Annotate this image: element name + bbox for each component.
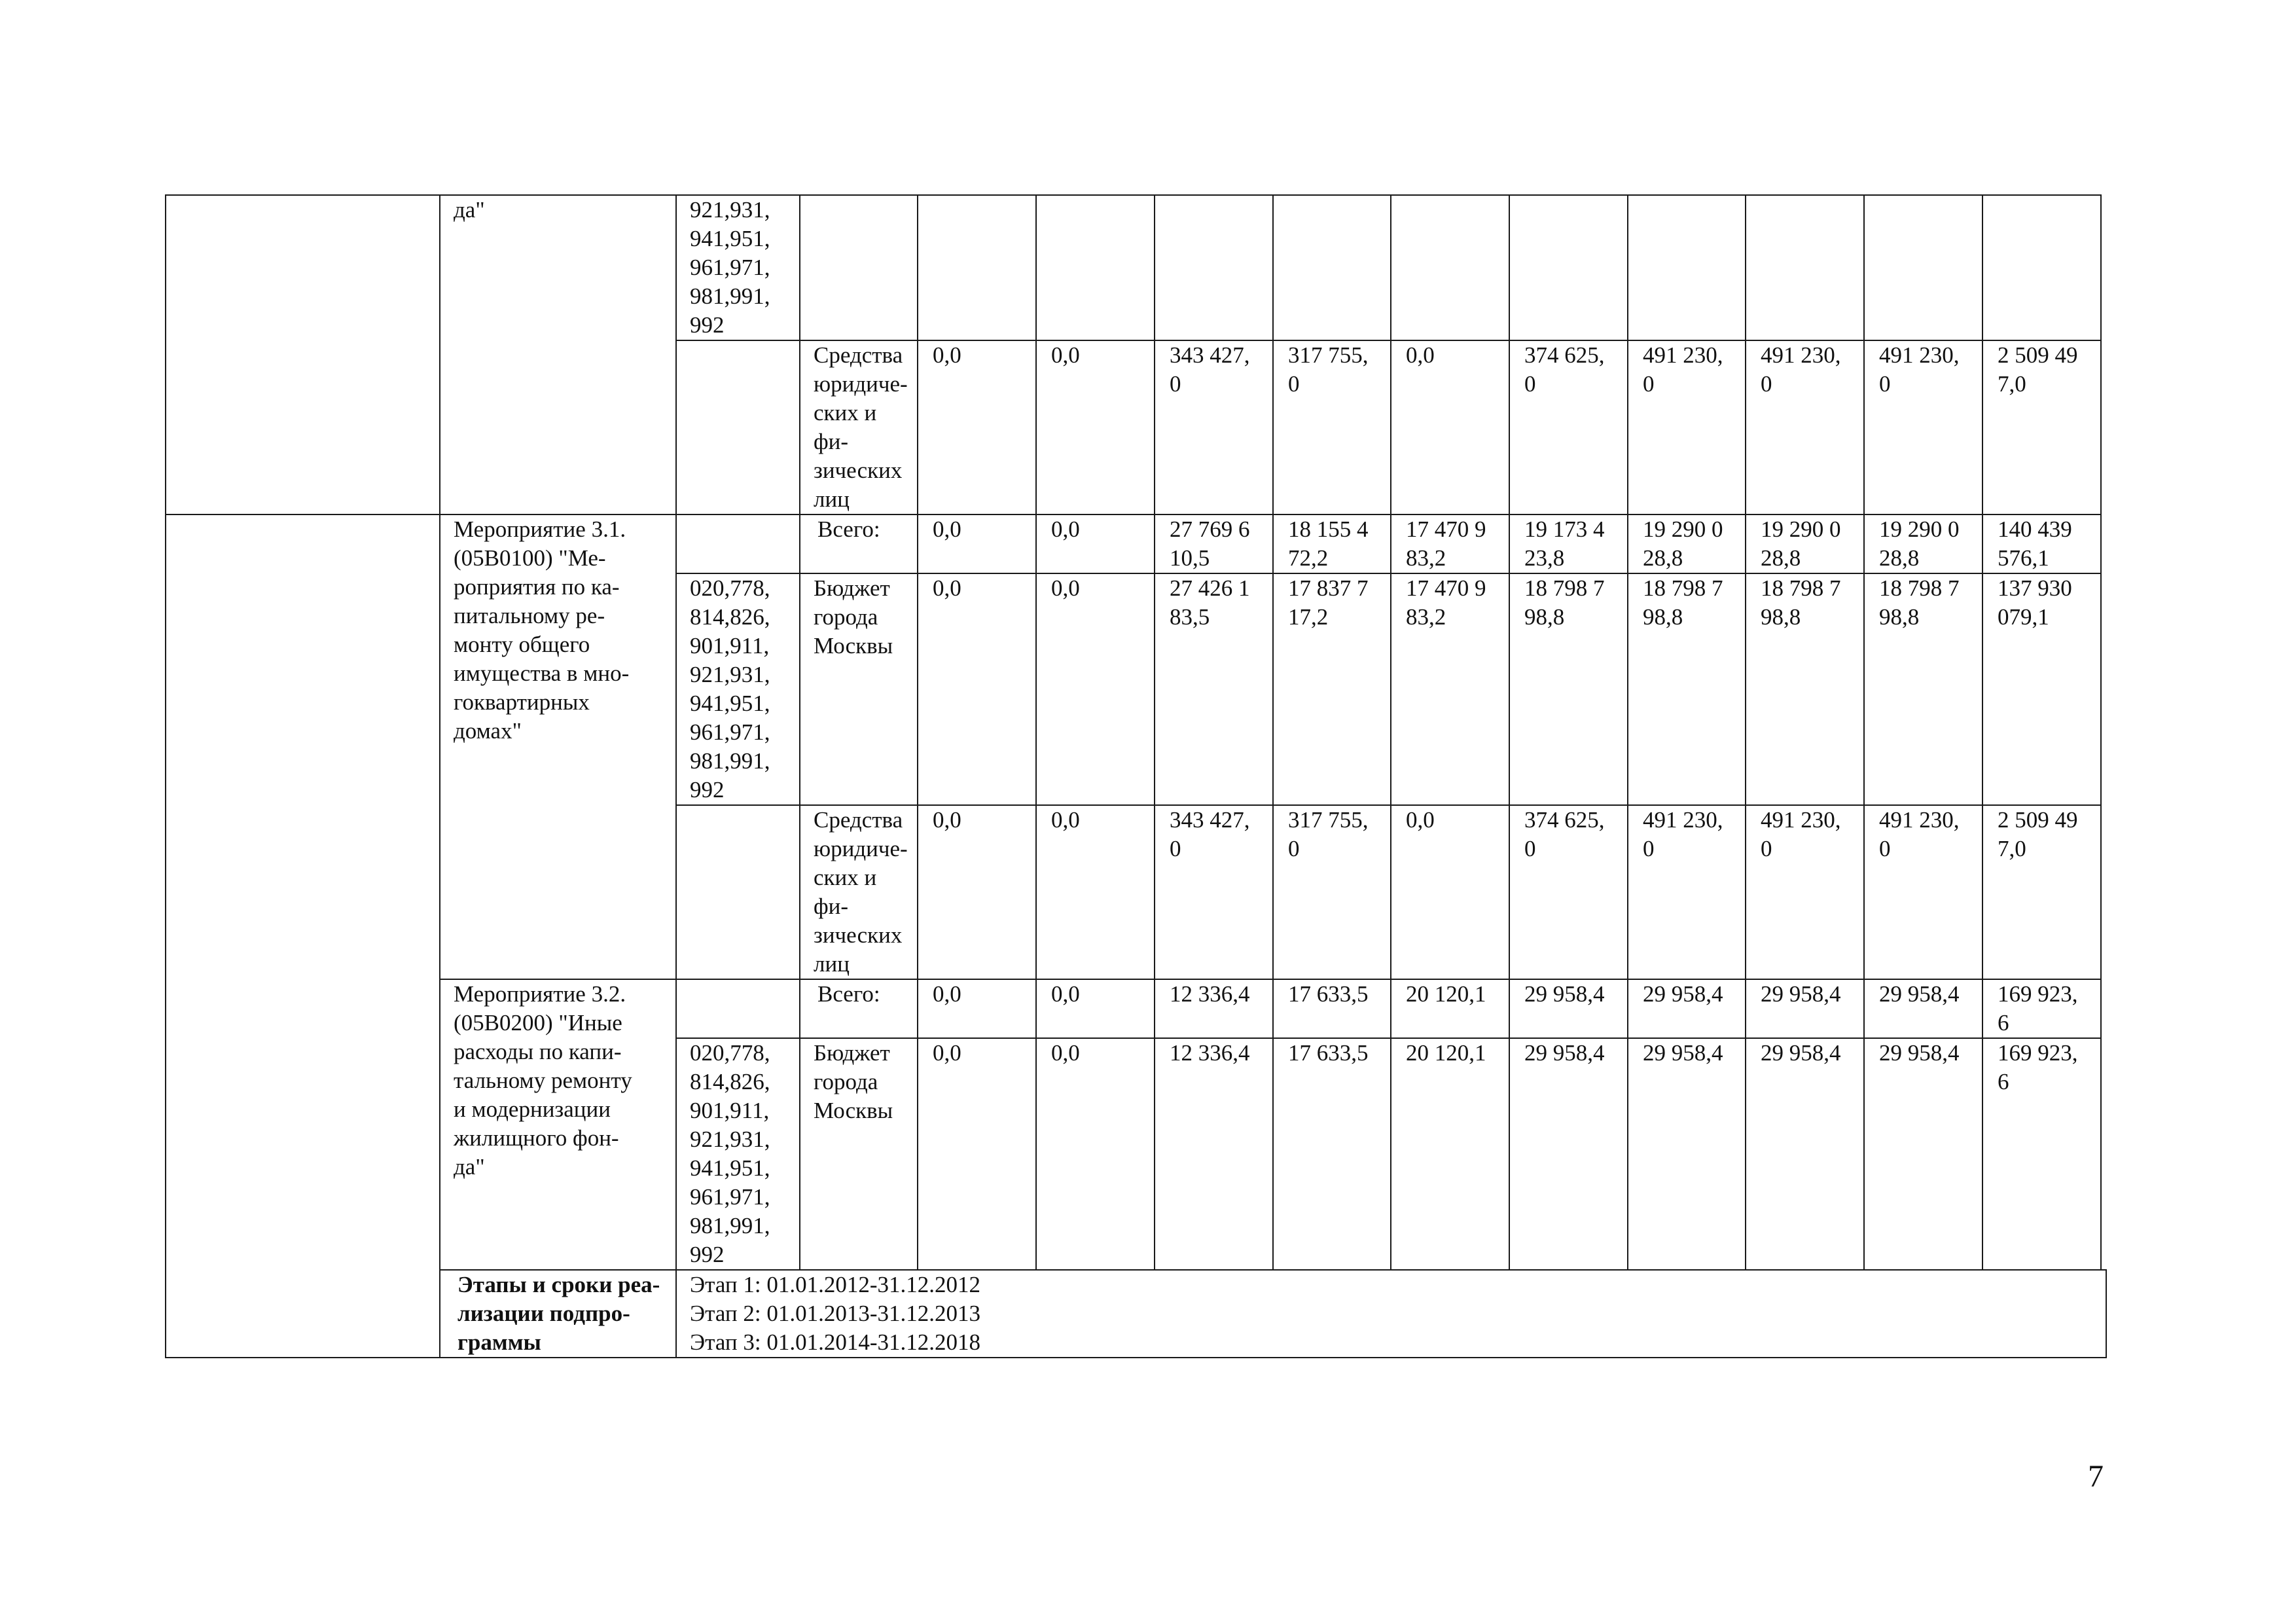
kbk-codes-cell (676, 979, 800, 1038)
value-cell: 343 427, 0 (1155, 805, 1273, 979)
value-cell: 18 798 7 98,8 (1746, 573, 1864, 805)
stages-label: Этапы и сроки реа- лизации подпро- граммы (440, 1270, 676, 1358)
value-cell: 17 633,5 (1273, 979, 1391, 1038)
value-cell: 137 930 079,1 (1982, 573, 2101, 805)
source-cell: Средства юридиче- ских и фи- зических лиц (800, 805, 918, 979)
value-cell: 343 427, 0 (1155, 340, 1273, 514)
value-cell: 29 958,4 (1628, 1038, 1746, 1270)
source-cell: Средства юридиче- ских и фи- зических лиц (800, 340, 918, 514)
source-cell: Бюджет города Москвы (800, 1038, 918, 1270)
value-cell: 29 958,4 (1864, 1038, 1982, 1270)
value-cell: 18 798 7 98,8 (1864, 573, 1982, 805)
value-cell: 374 625, 0 (1509, 805, 1628, 979)
value-cell: 0,0 (1036, 805, 1155, 979)
value-cell (918, 195, 1036, 340)
value-cell: 19 290 0 28,8 (1746, 514, 1864, 573)
empty-label-cell (166, 514, 440, 1358)
value-cell: 17 470 9 83,2 (1391, 573, 1509, 805)
value-cell: 20 120,1 (1391, 979, 1509, 1038)
value-cell: 374 625, 0 (1509, 340, 1628, 514)
value-cell: 169 923, 6 (1982, 1038, 2101, 1270)
stages-text: Этап 1: 01.01.2012-31.12.2012 Этап 2: 01.01.2013-31.12.2013 Этап 3: 01.01.2014-31.12.2018 (676, 1270, 2106, 1358)
kbk-codes-cell (676, 340, 800, 514)
value-cell: 140 439 576,1 (1982, 514, 2101, 573)
value-cell: 317 755, 0 (1273, 805, 1391, 979)
activity-name-cell: да" (440, 195, 676, 514)
value-cell (1628, 195, 1746, 340)
table-row (166, 514, 2106, 573)
value-cell: 18 798 7 98,8 (1628, 573, 1746, 805)
value-cell: 2 509 49 7,0 (1982, 340, 2101, 514)
page-number: 7 (2088, 1459, 2104, 1494)
source-cell (800, 195, 918, 340)
value-cell: 491 230, 0 (1746, 805, 1864, 979)
value-cell: 20 120,1 (1391, 1038, 1509, 1270)
kbk-codes-cell (676, 514, 800, 573)
value-cell: 0,0 (918, 514, 1036, 573)
funding-table (165, 194, 2107, 1358)
value-cell: 18 798 7 98,8 (1509, 573, 1628, 805)
value-cell: 19 173 4 23,8 (1509, 514, 1628, 573)
source-cell: Бюджет города Москвы (800, 573, 918, 805)
value-cell (1864, 195, 1982, 340)
empty-label-cell (166, 195, 440, 514)
value-cell: 29 958,4 (1628, 979, 1746, 1038)
value-cell: 0,0 (918, 340, 1036, 514)
kbk-codes-cell: 020,778, 814,826, 901,911, 921,931, 941,951, 961,971, 981,991, 992 (676, 1038, 800, 1270)
value-cell: 12 336,4 (1155, 979, 1273, 1038)
value-cell: 17 633,5 (1273, 1038, 1391, 1270)
value-cell: 0,0 (1391, 340, 1509, 514)
value-cell (1982, 195, 2101, 340)
value-cell: 0,0 (1036, 514, 1155, 573)
value-cell: 19 290 0 28,8 (1628, 514, 1746, 573)
source-cell: Всего: (800, 514, 918, 573)
value-cell: 491 230, 0 (1628, 340, 1746, 514)
stages-row (166, 1270, 2106, 1358)
value-cell: 491 230, 0 (1628, 805, 1746, 979)
value-cell: 29 958,4 (1864, 979, 1982, 1038)
activity-name-cell: Мероприятие 3.2. (05В0200) "Иные расходы по капи- тальному ремонту и модернизации жилищного фон- да" (440, 979, 676, 1270)
value-cell: 17 470 9 83,2 (1391, 514, 1509, 573)
value-cell: 491 230, 0 (1746, 340, 1864, 514)
value-cell: 0,0 (1036, 573, 1155, 805)
value-cell: 29 958,4 (1746, 979, 1864, 1038)
value-cell: 2 509 49 7,0 (1982, 805, 2101, 979)
value-cell (1509, 195, 1628, 340)
value-cell: 18 155 4 72,2 (1273, 514, 1391, 573)
table-row (166, 195, 2106, 340)
value-cell: 0,0 (1391, 805, 1509, 979)
kbk-codes-cell (676, 805, 800, 979)
table-row (166, 979, 2106, 1038)
value-cell (1391, 195, 1509, 340)
value-cell: 29 958,4 (1746, 1038, 1864, 1270)
value-cell: 0,0 (1036, 340, 1155, 514)
value-cell (1155, 195, 1273, 340)
value-cell: 17 837 7 17,2 (1273, 573, 1391, 805)
kbk-codes-cell: 020,778, 814,826, 901,911, 921,931, 941,951, 961,971, 981,991, 992 (676, 573, 800, 805)
value-cell: 27 426 1 83,5 (1155, 573, 1273, 805)
activity-name-cell: Мероприятие 3.1. (05В0100) "Ме- роприятия по ка- питальному ре- монту общего имущества в мно- гоквартирных домах" (440, 514, 676, 979)
value-cell: 29 958,4 (1509, 1038, 1628, 1270)
value-cell (1746, 195, 1864, 340)
value-cell: 169 923, 6 (1982, 979, 2101, 1038)
source-cell: Всего: (800, 979, 918, 1038)
value-cell: 0,0 (918, 979, 1036, 1038)
value-cell: 27 769 6 10,5 (1155, 514, 1273, 573)
value-cell: 491 230, 0 (1864, 805, 1982, 979)
value-cell: 0,0 (1036, 1038, 1155, 1270)
value-cell: 29 958,4 (1509, 979, 1628, 1038)
value-cell: 0,0 (918, 573, 1036, 805)
value-cell: 491 230, 0 (1864, 340, 1982, 514)
value-cell: 0,0 (1036, 979, 1155, 1038)
kbk-codes-cell: 921,931, 941,951, 961,971, 981,991, 992 (676, 195, 800, 340)
value-cell: 317 755, 0 (1273, 340, 1391, 514)
value-cell: 0,0 (918, 1038, 1036, 1270)
value-cell (1273, 195, 1391, 340)
value-cell: 12 336,4 (1155, 1038, 1273, 1270)
value-cell: 0,0 (918, 805, 1036, 979)
value-cell (1036, 195, 1155, 340)
value-cell: 19 290 0 28,8 (1864, 514, 1982, 573)
